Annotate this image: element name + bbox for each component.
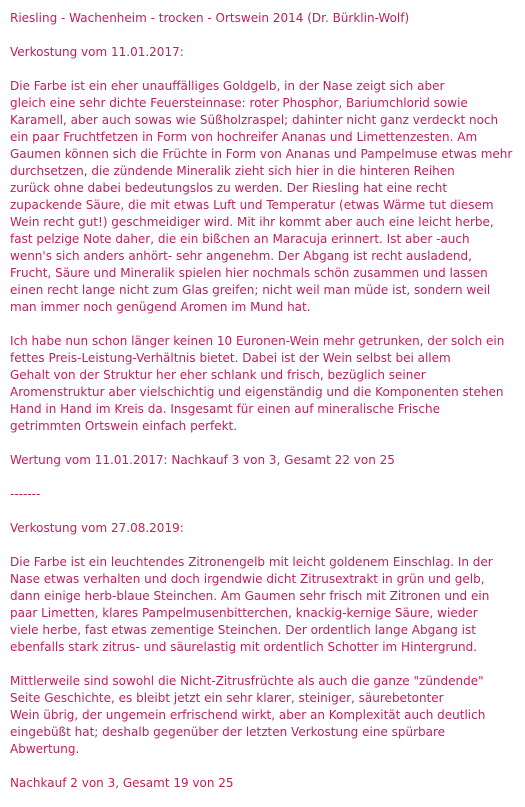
text-line: einen recht lange nicht zum Glas greifen; nicht weil man müde ist, sondern weil (10, 283, 491, 297)
text-line: man immer noch genügend Aromen im Mund hat. (10, 300, 311, 314)
text-line: Abwertung. (10, 742, 80, 756)
text-line: fettes Preis-Leistung-Verhältnis bietet. Dabei ist der Wein selbst bei allem (10, 351, 451, 365)
text-line: fast pelzige Note daher, die ein bißchen an Maracuja erinnert. Ist aber -auch (10, 232, 470, 246)
text-line: Aromenstruktur aber vielschichtig und eigenständig und die Komponenten stehen (10, 385, 504, 399)
text-line: Ich habe nun schon länger keinen 10 Euronen-Wein mehr getrunken, der solch ein (10, 334, 505, 348)
tasting-2-header: Verkostung vom 27.08.2019: (10, 521, 184, 535)
text-line: Wein recht gut!) geschmeidiger wird. Mit ihr kommt aber auch eine leicht herbe, (10, 215, 494, 229)
text-line: Frucht, Säure und Mineralik spielen hier nochmals schön zusammen und lassen (10, 266, 488, 280)
text-line: Mittlerweile sind sowohl die Nicht-Zitrusfrüchte als auch die ganze "zündende" (10, 674, 484, 688)
text-line: Die Farbe ist ein eher unauffälliges Goldgelb, in der Nase zeigt sich aber (10, 79, 445, 93)
tasting-2-paragraph-1 (10, 554, 515, 656)
text-line: Karamell, aber auch sowas wie Süßholzraspel; dahinter nicht ganz verdeckt noch (10, 113, 499, 127)
text-line: wenn's sich anders anhört- sehr angenehm. Der Abgang ist recht ausladend, (10, 249, 472, 263)
text-line: eingebüßt hat; deshalb gegenüber der letzten Verkostung eine spürbare (10, 725, 446, 739)
text-line: Nase etwas verhalten und doch irgendwie dicht Zitrusextrakt in grün und gelb, (10, 572, 485, 586)
text-line: gleich eine sehr dichte Feuersteinnase: roter Phosphor, Bariumchlorid sowie (10, 96, 468, 110)
text-line: Gaumen können sich die Früchte in Form von Ananas und Pampelmuse etwas mehr (10, 147, 513, 161)
wine-title: Riesling - Wachenheim - trocken - Ortswein 2014 (Dr. Bürklin-Wolf) (10, 11, 410, 25)
tasting-1-paragraph-2 (10, 333, 515, 435)
text-line: paar Limetten, klares Pampelmusenbitterchen, knackig-kernige Säure, wieder (10, 606, 478, 620)
text-line: Gehalt von der Struktur her eher schlank und frisch, bezüglich seiner (10, 368, 426, 382)
text-line: viele herbe, fast etwas zementige Steinchen. Der ordentlich lange Abgang ist (10, 623, 476, 637)
tasting-1-rating: Wertung vom 11.01.2017: Nachkauf 3 von 3, Gesamt 22 von 25 (10, 453, 395, 467)
separator: ------- (10, 487, 41, 501)
text-line: ein paar Fruchtfetzen in Form von hochreifer Ananas und Limettenzesten. Am (10, 130, 478, 144)
tasting-2-paragraph-2 (10, 673, 515, 758)
text-line: Seite Geschichte, es bleibt jetzt ein sehr klarer, steiniger, säurebetonter (10, 691, 444, 705)
text-line: dann einige herb-blaue Steinchen. Am Gaumen sehr frisch mit Zitronen und ein (10, 589, 490, 603)
text-line: Die Farbe ist ein leuchtendes Zitronengelb mit leicht goldenem Einschlag. In der (10, 555, 493, 569)
text-line: Hand in Hand im Kreis da. Insgesamt für einen auf mineralische Frische (10, 402, 441, 416)
text-line: Wein übrig, der ungemein erfrischend wirkt, aber an Komplexität auch deutlich (10, 708, 486, 722)
text-line: zurück ohne dabei bedeutungslos zu werden. Der Riesling hat eine recht (10, 181, 448, 195)
tasting-1-header: Verkostung vom 11.01.2017: (10, 45, 184, 59)
tasting-1-paragraph-1 (10, 78, 515, 316)
text-line: ebenfalls stark zitrus- und säurelastig mit ordentlich Schotter im Hintergrund. (10, 640, 478, 654)
text-line: getrimmten Ortswein einfach perfekt. (10, 419, 238, 433)
tasting-2-rating: Nachkauf 2 von 3, Gesamt 19 von 25 (10, 776, 234, 790)
text-line: durchsetzen, die zündende Mineralik zieht sich hier in die hinteren Reihen (10, 164, 455, 178)
text-line: zupackende Säure, die mit etwas Luft und Temperatur (etwas Wärme tut diesem (10, 198, 494, 212)
